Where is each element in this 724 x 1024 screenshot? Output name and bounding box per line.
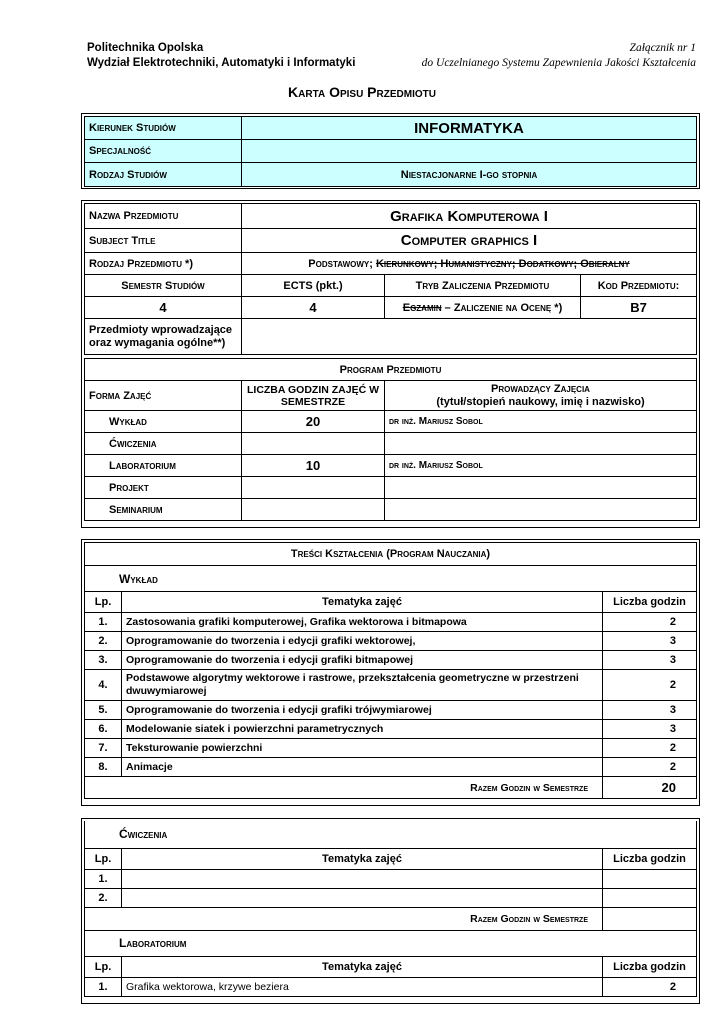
row-lp: 8. (85, 758, 122, 777)
study-info-box (81, 113, 700, 189)
col-hours-header: Liczba godzin (603, 848, 697, 869)
row-lp: 7. (85, 739, 122, 758)
rodzaj-studiow-label: Rodzaj Studiów (85, 163, 242, 187)
semester-value: 4 (85, 297, 242, 319)
row-lp: 1. (85, 613, 122, 632)
tryb-struck: Egzamin (402, 301, 442, 314)
col-topic-header: Tematyka zajęć (122, 848, 603, 869)
col-hours-header: LICZBA GODZIN ZAJĘĆ W SEMESTRZE (242, 381, 385, 411)
form-teacher (385, 499, 697, 521)
row-lp: 2. (85, 632, 122, 651)
row-hours (603, 869, 697, 888)
row-topic: Oprogramowanie do tworzenia i edycji grafiki trójwymiarowej (122, 701, 603, 720)
row-topic: Grafika wektorowa, krzywe beziera (122, 977, 603, 996)
program-heading: Program Przedmiotu (85, 359, 697, 381)
exercises-table (84, 821, 697, 997)
row-hours: 3 (603, 701, 697, 720)
row-topic: Zastosowania grafiki komputerowej, Grafika wektorowa i bitmapowa (122, 613, 603, 632)
subject-name-value: Grafika Komputerowa I (242, 204, 697, 229)
program-row (85, 499, 697, 521)
ects-label: ECTS (pkt.) (242, 275, 385, 297)
program-row (85, 455, 697, 477)
col-lp-header: Lp. (85, 592, 122, 613)
teacher-header-line1: Prowadzący Zajęcia (491, 382, 590, 395)
form-hours: 10 (242, 455, 385, 477)
study-info-table (84, 116, 697, 187)
program-table (84, 380, 697, 521)
row-topic: Modelowanie siatek i powierzchni parametrycznych (122, 720, 603, 739)
table-row (85, 977, 697, 996)
row-hours: 3 (603, 632, 697, 651)
subject-type-value (242, 253, 697, 275)
table-row (85, 869, 697, 888)
row-hours (603, 888, 697, 907)
document-title: Karta Opisu Przedmiotu (288, 84, 436, 100)
specjalnosc-value (242, 140, 697, 163)
form-label: Seminarium (85, 499, 242, 521)
tryb-value (385, 297, 581, 319)
row-topic: Teksturowanie powierzchni (122, 739, 603, 758)
col-lp-header: Lp. (85, 848, 122, 869)
lecture-total-label: Razem Godzin w Semestrze (85, 777, 603, 799)
lecture-table (84, 542, 697, 799)
row-lp: 2. (85, 888, 122, 907)
university-name: Politechnika Opolska (87, 42, 204, 54)
form-hours (242, 499, 385, 521)
row-topic (122, 869, 603, 888)
table-row (85, 720, 697, 739)
row-hours: 2 (603, 758, 697, 777)
tryb-label: Tryb Zaliczenia Przedmiotu (385, 275, 581, 297)
row-topic: Oprogramowanie do tworzenia i edycji grafiki wektorowej, (122, 632, 603, 651)
lecture-total-value: 20 (603, 777, 697, 799)
col-lp-header: Lp. (85, 956, 122, 977)
subject-table (84, 203, 697, 381)
tryb-selected: – Zaliczenie na Ocenę *) (441, 301, 563, 314)
col-hours-header: Liczba godzin (603, 592, 697, 613)
kod-value: B7 (581, 297, 697, 319)
row-hours: 3 (603, 651, 697, 670)
prereq-value (242, 319, 697, 355)
form-label: Wykład (85, 411, 242, 433)
row-topic (122, 888, 603, 907)
semester-label: Semestr Studiów (85, 275, 242, 297)
teacher-header-line2: (tytuł/stopień naukowy, imię i nazwisko) (436, 395, 645, 408)
exercises-total-value (603, 907, 697, 930)
rodzaj-studiow-value: Niestacjonarne I-go stopnia (242, 163, 697, 187)
content-box (81, 539, 700, 806)
exercises-lab-box (81, 818, 700, 1004)
faculty-name: Wydział Elektrotechniki, Automatyki i Informatyki (87, 57, 356, 69)
kierunek-label: Kierunek Studiów (85, 117, 242, 140)
row-lp: 4. (85, 670, 122, 701)
exercises-total-label: Razem Godzin w Semestrze (85, 907, 603, 930)
subject-type-selected: Podstawowy; (308, 257, 376, 270)
row-lp: 1. (85, 977, 122, 996)
subject-title-value: Computer graphics I (242, 229, 697, 253)
row-hours: 2 (603, 613, 697, 632)
annex-description: do Uczelnianego Systemu Zapewnienia Jakości Kształcenia (421, 57, 696, 69)
row-hours: 3 (603, 720, 697, 739)
subject-type-label: Rodzaj Przedmiotu *) (85, 253, 242, 275)
annex-number: Załącznik nr 1 (629, 42, 696, 54)
row-topic: Podstawowe algorytmy wektorowe i rastrowe, przekształcenia geometryczne w przestrzeni dwuwymiarowej (122, 670, 603, 701)
kod-label: Kod Przedmiotu: (581, 275, 697, 297)
row-lp: 1. (85, 869, 122, 888)
form-label: Ćwiczenia (85, 433, 242, 455)
table-row (85, 888, 697, 907)
col-teacher-header (385, 381, 697, 411)
lecture-heading: Wykład (85, 566, 697, 592)
col-form-header: Forma Zajęć (85, 381, 242, 411)
table-row (85, 701, 697, 720)
row-lp: 5. (85, 701, 122, 720)
form-teacher (385, 477, 697, 499)
table-row (85, 613, 697, 632)
form-teacher: dr inż. Mariusz Sobol (385, 411, 697, 433)
row-topic: Animacje (122, 758, 603, 777)
content-heading: Treści Kształcenia (Program Nauczania) (85, 543, 697, 566)
kierunek-value: INFORMATYKA (242, 117, 697, 140)
col-hours-header: Liczba godzin (603, 956, 697, 977)
form-hours (242, 433, 385, 455)
table-row (85, 651, 697, 670)
table-row (85, 670, 697, 701)
subject-name-label: Nazwa Przedmiotu (85, 204, 242, 229)
subject-box (81, 200, 700, 528)
row-topic: Oprogramowanie do tworzenia i edycji grafiki bitmapowej (122, 651, 603, 670)
row-lp: 6. (85, 720, 122, 739)
ects-value: 4 (242, 297, 385, 319)
form-label: Projekt (85, 477, 242, 499)
subject-type-struck: Kierunkowy; Humanistyczny; Dodatkowy; Obieralny (375, 257, 630, 270)
program-row (85, 411, 697, 433)
specjalnosc-label: Specjalność (85, 140, 242, 163)
table-row (85, 758, 697, 777)
row-hours: 2 (603, 977, 697, 996)
table-row (85, 632, 697, 651)
row-hours: 2 (603, 670, 697, 701)
program-row (85, 433, 697, 455)
form-hours: 20 (242, 411, 385, 433)
row-lp: 3. (85, 651, 122, 670)
program-row (85, 477, 697, 499)
form-teacher (385, 433, 697, 455)
col-topic-header: Tematyka zajęć (122, 956, 603, 977)
form-label: Laboratorium (85, 455, 242, 477)
form-teacher: dr inż. Mariusz Sobol (385, 455, 697, 477)
row-hours: 2 (603, 739, 697, 758)
lab-heading: Laboratorium (85, 930, 697, 956)
subject-title-label: Subject Title (85, 229, 242, 253)
document-header-left (87, 41, 355, 71)
document-header-right (422, 41, 696, 71)
exercises-heading: Ćwiczenia (85, 821, 697, 848)
table-row (85, 739, 697, 758)
col-topic-header: Tematyka zajęć (122, 592, 603, 613)
form-hours (242, 477, 385, 499)
prereq-label: Przedmioty wprowadzające oraz wymagania ogólne**) (85, 319, 242, 355)
